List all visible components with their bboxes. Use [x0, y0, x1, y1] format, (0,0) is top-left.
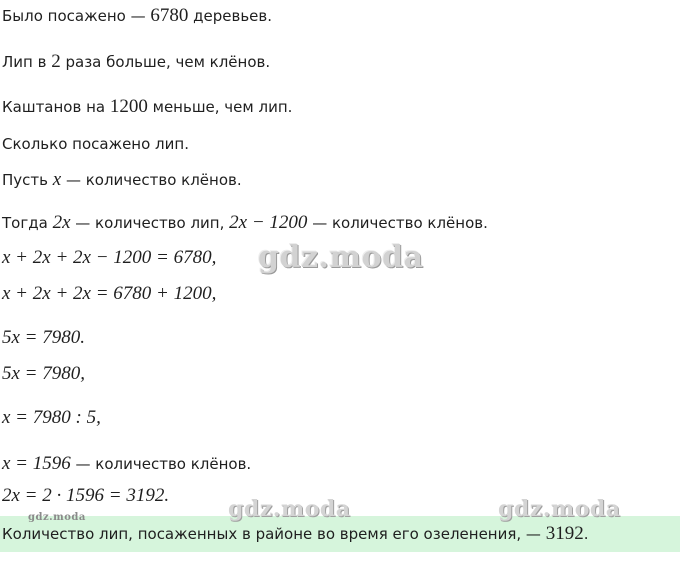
text: Количество лип, посаженных в районе во время его озеленения, —: [2, 525, 546, 543]
number: 1200: [109, 96, 148, 117]
text: Каштанов на: [2, 98, 110, 116]
text: Пусть: [2, 171, 53, 189]
text: — количество лип,: [70, 214, 230, 232]
equation-5: x = 7980 : 5,: [2, 407, 101, 428]
number: 6780: [150, 5, 189, 26]
text: деревьев.: [188, 7, 272, 25]
math-expression: 2x − 1200: [229, 212, 308, 233]
line-trees-planted: [2, 6, 272, 26]
math-expression: 2x: [52, 212, 71, 233]
text: Было посажено —: [2, 7, 151, 25]
watermark-logo: gdz.moda: [228, 496, 351, 522]
text: раза больше, чем клёнов.: [60, 53, 271, 71]
variable: x: [52, 169, 62, 190]
answer-line: [2, 524, 588, 544]
watermark-logo: gdz.moda: [498, 496, 621, 522]
text: Сколько посажено лип.: [2, 135, 189, 153]
equation-1: x + 2x + 2x − 1200 = 6780,: [2, 247, 217, 268]
equation-6: [2, 454, 251, 474]
text: .: [583, 525, 589, 543]
text: — количество клёнов.: [61, 171, 242, 189]
text: Тогда: [2, 214, 53, 232]
number: 2: [51, 51, 61, 72]
watermark-logo: gdz.moda: [258, 240, 424, 275]
equation-2: x + 2x + 2x = 6780 + 1200,: [2, 283, 217, 304]
text: меньше, чем лип.: [147, 98, 293, 116]
text: — количество клёнов.: [70, 455, 252, 473]
equation-7: 2x = 2 · 1596 = 3192.: [2, 485, 170, 506]
line-question: [2, 134, 189, 154]
watermark-logo: gdz.moda: [28, 512, 86, 523]
equation-3: 5x = 7980.: [2, 327, 86, 348]
line-chestnut: [2, 97, 292, 117]
equation-4: 5x = 7980,: [2, 363, 86, 384]
line-then: [2, 213, 488, 233]
math-expression: x = 1596: [2, 453, 71, 474]
text: — количество клёнов.: [307, 214, 488, 232]
line-linden-ratio: [2, 52, 270, 72]
line-let-x: [2, 170, 242, 190]
text: Лип в: [2, 53, 52, 71]
number: 3192: [545, 523, 584, 544]
